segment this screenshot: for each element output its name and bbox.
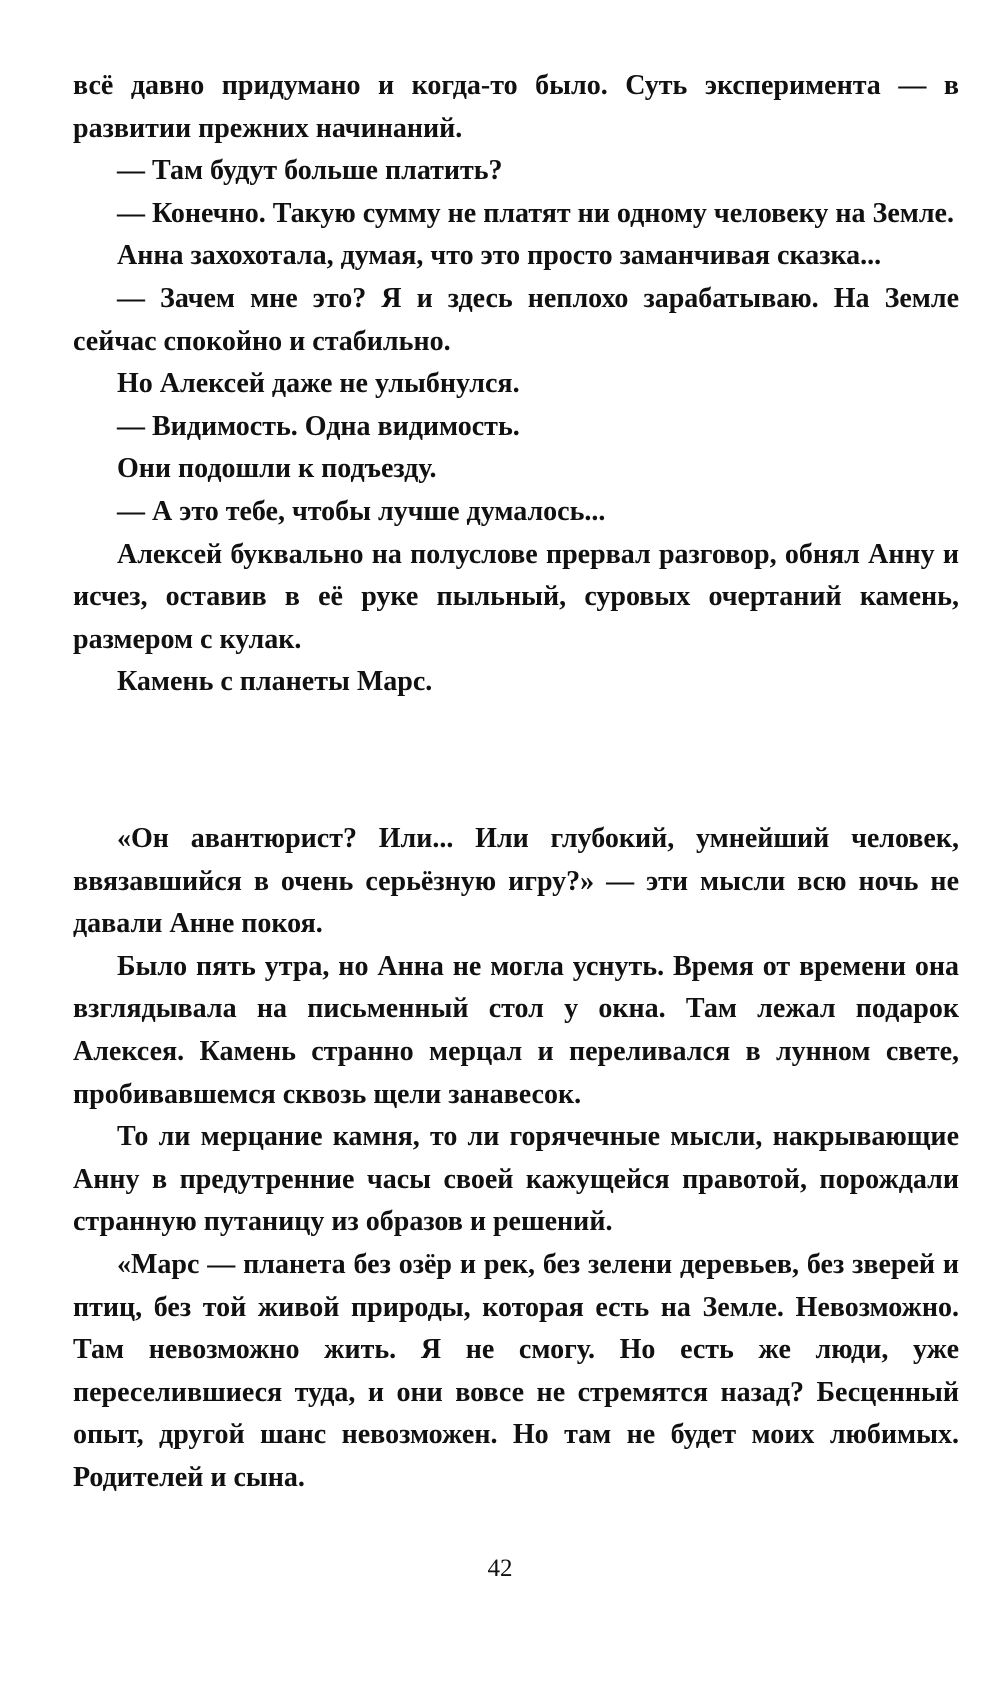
paragraph: — Видимость. Одна видимость. (117, 410, 520, 442)
text-section-1 (73, 65, 959, 704)
paragraph: всё давно придумано и когда-то было. Суть эксперимента — в развитии прежних начинаний. (73, 70, 959, 144)
page-number: 42 (487, 1555, 513, 1582)
paragraph: Алексей буквально на полуслове прервал разговор, обнял Анну и исчез, оставив в её руке пыльный, суровых очертаний камень, размером с кулак. (73, 538, 959, 655)
paragraph: — Конечно. Такую сумму не платят ни одному человеку на Земле. (117, 197, 954, 229)
paragraph: — Там будут больше платить? (117, 155, 503, 187)
paragraph: «Он авантюрист? Или... Или глубокий, умнейший человек, ввязавшийся в очень серьёзную игру?» — эти мысли всю ночь не давали Анне покоя. (73, 823, 959, 940)
paragraph: Они подошли к подъезду. (117, 453, 437, 485)
paragraph: «Марс — планета без озёр и рек, без зелени деревьев, без зверей и птиц, без той живой природы, которая есть на Земле. Невозможно. Там невозможно жить. Я не смогу. Но есть же люди, уже переселившиеся туда, и они вовсе не стремятся назад? Бесценный опыт, другой шанс невозможен. Но там не будет моих любимых. Родителей и сына. (73, 1248, 959, 1493)
paragraph: — Зачем мне это? Я и здесь неплохо зарабатываю. На Земле сейчас спокойно и стабильно. (73, 282, 959, 357)
paragraph: То ли мерцание камня, то ли горячечные мысли, накрывающие Анну в предутренние часы своей кажущейся правотой, порождали странную путаницу из образов и решений. (73, 1121, 959, 1238)
text-section-2 (73, 818, 959, 1500)
paragraph: Анна захохотала, думая, что это просто заманчивая сказка... (117, 240, 882, 272)
paragraph: — А это тебе, чтобы лучше думалось... (117, 495, 606, 527)
paragraph: Было пять утра, но Анна не могла уснуть. Время от времени она взглядывала на письменный стол у окна. Там лежал подарок Алексея. Камень странно мерцал и переливался в лунном свете, пробивавшемся сквозь щели занавесок. (73, 950, 959, 1110)
paragraph: Но Алексей даже не улыбнулся. (117, 368, 520, 400)
paragraph: Камень с планеты Марс. (117, 666, 433, 698)
